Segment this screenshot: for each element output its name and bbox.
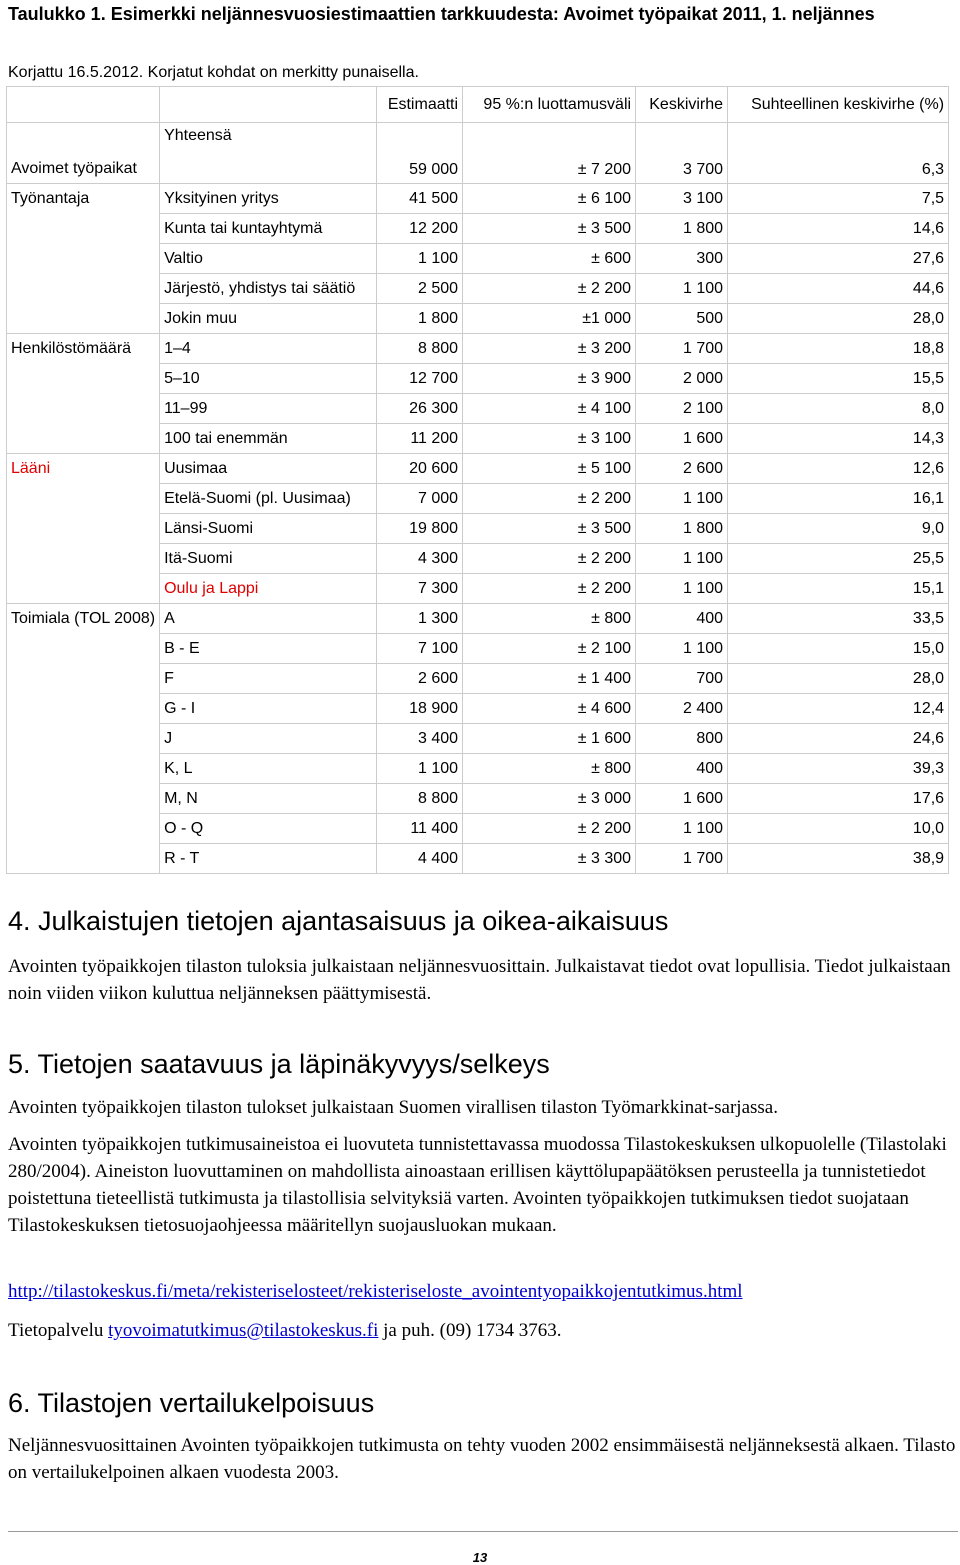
row-label: 100 tai enemmän: [160, 424, 377, 454]
row-label: Länsi-Suomi: [160, 514, 377, 544]
cell-confidence-interval: ± 1 600: [463, 724, 636, 754]
group-label: Avoimet työpaikat: [7, 123, 160, 184]
cell-relative-error: 25,5: [728, 544, 949, 574]
row-label: Yhteensä: [160, 123, 377, 184]
cell-relative-error: 12,4: [728, 694, 949, 724]
cell-relative-error: 33,5: [728, 604, 949, 634]
cell-estimate: 2 500: [377, 274, 463, 304]
cell-standard-error: 1 800: [636, 514, 728, 544]
cell-estimate: 19 800: [377, 514, 463, 544]
cell-confidence-interval: ± 2 200: [463, 274, 636, 304]
row-label: Jokin muu: [160, 304, 377, 334]
cell-relative-error: 9,0: [728, 514, 949, 544]
cell-relative-error: 14,6: [728, 214, 949, 244]
cell-estimate: 11 200: [377, 424, 463, 454]
cell-relative-error: 14,3: [728, 424, 949, 454]
cell-estimate: 8 800: [377, 784, 463, 814]
service-prefix: Tietopalvelu: [8, 1320, 104, 1341]
cell-standard-error: 3 700: [636, 123, 728, 184]
cell-standard-error: 2 000: [636, 364, 728, 394]
table-row: [7, 454, 949, 484]
cell-confidence-interval: ± 4 100: [463, 394, 636, 424]
section-5-text-1: Avointen työpaikkojen tilaston tulokset julkaistaan Suomen virallisen tilaston Työmarkkinat-sarjassa.: [8, 1097, 778, 1118]
row-label: B - E: [160, 634, 377, 664]
cell-relative-error: 15,1: [728, 574, 949, 604]
cell-standard-error: 400: [636, 604, 728, 634]
header-estimate: Estimaatti: [377, 87, 463, 123]
cell-confidence-interval: ± 2 100: [463, 634, 636, 664]
row-label: Itä-Suomi: [160, 544, 377, 574]
section-6-heading: 6. Tilastojen vertailukelpoisuus: [8, 1388, 375, 1418]
row-label: 1–4: [160, 334, 377, 364]
header-standard-error: Keskivirhe: [636, 87, 728, 123]
cell-confidence-interval: ± 3 100: [463, 424, 636, 454]
cell-relative-error: 6,3: [728, 123, 949, 184]
cell-estimate: 1 300: [377, 604, 463, 634]
cell-relative-error: 12,6: [728, 454, 949, 484]
cell-confidence-interval: ± 3 200: [463, 334, 636, 364]
cell-estimate: 7 000: [377, 484, 463, 514]
cell-standard-error: 800: [636, 724, 728, 754]
cell-estimate: 8 800: [377, 334, 463, 364]
cell-confidence-interval: ± 3 900: [463, 364, 636, 394]
cell-confidence-interval: ± 6 100: [463, 184, 636, 214]
row-label: Uusimaa: [160, 454, 377, 484]
cell-relative-error: 24,6: [728, 724, 949, 754]
cell-confidence-interval: ± 3 300: [463, 844, 636, 874]
row-label: Järjestö, yhdistys tai säätiö: [160, 274, 377, 304]
row-label: G - I: [160, 694, 377, 724]
section-6-text: Neljännesvuosittainen Avointen työpaikkojen tutkimusta on tehty vuoden 2002 ensimmäisestä neljänneksestä alkaen. Tilasto on vertailukelpoinen alkaen vuodesta 2003.: [8, 1435, 956, 1483]
cell-relative-error: 44,6: [728, 274, 949, 304]
correction-note: Korjattu 16.5.2012. Korjatut kohdat on merkitty punaisella.: [8, 64, 419, 81]
cell-confidence-interval: ± 2 200: [463, 544, 636, 574]
page-number: 13: [472, 1550, 488, 1565]
cell-standard-error: 400: [636, 754, 728, 784]
service-line: [8, 1317, 958, 1344]
cell-relative-error: 18,8: [728, 334, 949, 364]
cell-estimate: 12 700: [377, 364, 463, 394]
cell-relative-error: 28,0: [728, 304, 949, 334]
cell-estimate: 12 200: [377, 214, 463, 244]
row-label: K, L: [160, 754, 377, 784]
cell-confidence-interval: ± 2 200: [463, 484, 636, 514]
row-label: Oulu ja Lappi: [160, 574, 377, 604]
estimates-table: [6, 86, 949, 874]
cell-estimate: 1 100: [377, 244, 463, 274]
register-link[interactable]: http://tilastokeskus.fi/meta/rekisteriselosteet/rekisteriseloste_avointentyopaikkojentutkimus.html: [8, 1281, 743, 1302]
cell-confidence-interval: ± 5 100: [463, 454, 636, 484]
row-label: 11–99: [160, 394, 377, 424]
cell-confidence-interval: ± 3 000: [463, 784, 636, 814]
cell-estimate: 18 900: [377, 694, 463, 724]
section-4-heading: 4. Julkaistujen tietojen ajantasaisuus ja oikea-aikaisuus: [8, 906, 669, 936]
cell-standard-error: 2 600: [636, 454, 728, 484]
table-header-row: [7, 87, 949, 123]
cell-standard-error: 1 100: [636, 274, 728, 304]
cell-confidence-interval: ± 2 200: [463, 574, 636, 604]
cell-relative-error: 39,3: [728, 754, 949, 784]
section-5-heading: 5. Tietojen saatavuus ja läpinäkyvyys/selkeys: [8, 1049, 550, 1079]
cell-estimate: 7 300: [377, 574, 463, 604]
cell-estimate: 59 000: [377, 123, 463, 184]
row-label: R - T: [160, 844, 377, 874]
cell-estimate: 2 600: [377, 664, 463, 694]
cell-standard-error: 1 600: [636, 784, 728, 814]
cell-relative-error: 27,6: [728, 244, 949, 274]
cell-relative-error: 17,6: [728, 784, 949, 814]
cell-confidence-interval: ± 800: [463, 604, 636, 634]
row-label: Valtio: [160, 244, 377, 274]
group-label: Työnantaja: [7, 184, 160, 334]
group-label: Lääni: [7, 454, 160, 604]
cell-relative-error: 7,5: [728, 184, 949, 214]
section-5-text-2: Avointen työpaikkojen tutkimusaineistoa ei luovuteta tunnistettavassa muodossa Tilastokeskuksen ulkopuolelle (Tilastolaki 280/2004). Aineiston luovuttaminen on mahdollista ainoastaan erillisen käyttölupapäätöksen perusteella ja tunnistetiedot poistettuna tieteellistä tutkimusta ja tilastollisia selvityksiä varten. Avointen työpaikkojen tutkimuksen tiedot suojataan Tilastokeskuksen tietosuojaohjeessa määritellyn suojausluokan mukaan.: [8, 1134, 947, 1236]
table-title: Taulukko 1. Esimerkki neljännesvuosiestimaattien tarkkuudesta: Avoimet työpaikat 2011, 1. neljännes: [8, 4, 875, 24]
row-label: F: [160, 664, 377, 694]
cell-relative-error: 15,0: [728, 634, 949, 664]
row-label: Etelä-Suomi (pl. Uusimaa): [160, 484, 377, 514]
cell-estimate: 20 600: [377, 454, 463, 484]
service-email-link[interactable]: tyovoimatutkimus@tilastokeskus.fi: [108, 1320, 379, 1341]
row-label: A: [160, 604, 377, 634]
cell-confidence-interval: ± 3 500: [463, 514, 636, 544]
cell-standard-error: 1 100: [636, 574, 728, 604]
cell-relative-error: 15,5: [728, 364, 949, 394]
cell-standard-error: 1 100: [636, 544, 728, 574]
cell-confidence-interval: ± 800: [463, 754, 636, 784]
register-link-line: [8, 1278, 958, 1305]
row-label: J: [160, 724, 377, 754]
cell-confidence-interval: ± 1 400: [463, 664, 636, 694]
cell-estimate: 26 300: [377, 394, 463, 424]
cell-confidence-interval: ± 2 200: [463, 814, 636, 844]
cell-estimate: 3 400: [377, 724, 463, 754]
table-row-total: [7, 123, 949, 184]
cell-confidence-interval: ±1 000: [463, 304, 636, 334]
cell-estimate: 11 400: [377, 814, 463, 844]
row-label: 5–10: [160, 364, 377, 394]
cell-estimate: 7 100: [377, 634, 463, 664]
cell-standard-error: 1 700: [636, 844, 728, 874]
cell-standard-error: 1 100: [636, 814, 728, 844]
cell-standard-error: 2 400: [636, 694, 728, 724]
row-label: Kunta tai kuntayhtymä: [160, 214, 377, 244]
cell-confidence-interval: ± 3 500: [463, 214, 636, 244]
cell-relative-error: 8,0: [728, 394, 949, 424]
group-label: Toimiala (TOL 2008): [7, 604, 160, 874]
cell-standard-error: 3 100: [636, 184, 728, 214]
cell-estimate: 4 300: [377, 544, 463, 574]
row-label: M, N: [160, 784, 377, 814]
cell-confidence-interval: ± 7 200: [463, 123, 636, 184]
cell-standard-error: 500: [636, 304, 728, 334]
table-row: [7, 604, 949, 634]
cell-confidence-interval: ± 600: [463, 244, 636, 274]
cell-standard-error: 1 800: [636, 214, 728, 244]
cell-estimate: 1 800: [377, 304, 463, 334]
cell-standard-error: 2 100: [636, 394, 728, 424]
row-label: O - Q: [160, 814, 377, 844]
cell-estimate: 4 400: [377, 844, 463, 874]
cell-relative-error: 28,0: [728, 664, 949, 694]
cell-standard-error: 1 100: [636, 484, 728, 514]
footer-divider: [8, 1531, 958, 1532]
table-row: [7, 334, 949, 364]
cell-standard-error: 700: [636, 664, 728, 694]
section-4-text: Avointen työpaikkojen tilaston tuloksia julkaistaan neljännesvuosittain. Julkaistavat tiedot ovat lopullisia. Tiedot julkaistaan noin viiden viikon kuluttua neljänneksen päättymisestä.: [8, 956, 951, 1004]
cell-relative-error: 38,9: [728, 844, 949, 874]
cell-standard-error: 1 600: [636, 424, 728, 454]
cell-standard-error: 300: [636, 244, 728, 274]
table-row: [7, 184, 949, 214]
cell-standard-error: 1 100: [636, 634, 728, 664]
cell-standard-error: 1 700: [636, 334, 728, 364]
cell-estimate: 1 100: [377, 754, 463, 784]
service-suffix: ja puh. (09) 1734 3763.: [383, 1320, 562, 1341]
cell-confidence-interval: ± 4 600: [463, 694, 636, 724]
cell-relative-error: 10,0: [728, 814, 949, 844]
group-label: Henkilöstömäärä: [7, 334, 160, 454]
cell-estimate: 41 500: [377, 184, 463, 214]
header-confidence-interval: 95 %:n luottamusväli: [463, 87, 636, 123]
cell-relative-error: 16,1: [728, 484, 949, 514]
header-relative-error: Suhteellinen keskivirhe (%): [728, 87, 949, 123]
row-label: Yksityinen yritys: [160, 184, 377, 214]
